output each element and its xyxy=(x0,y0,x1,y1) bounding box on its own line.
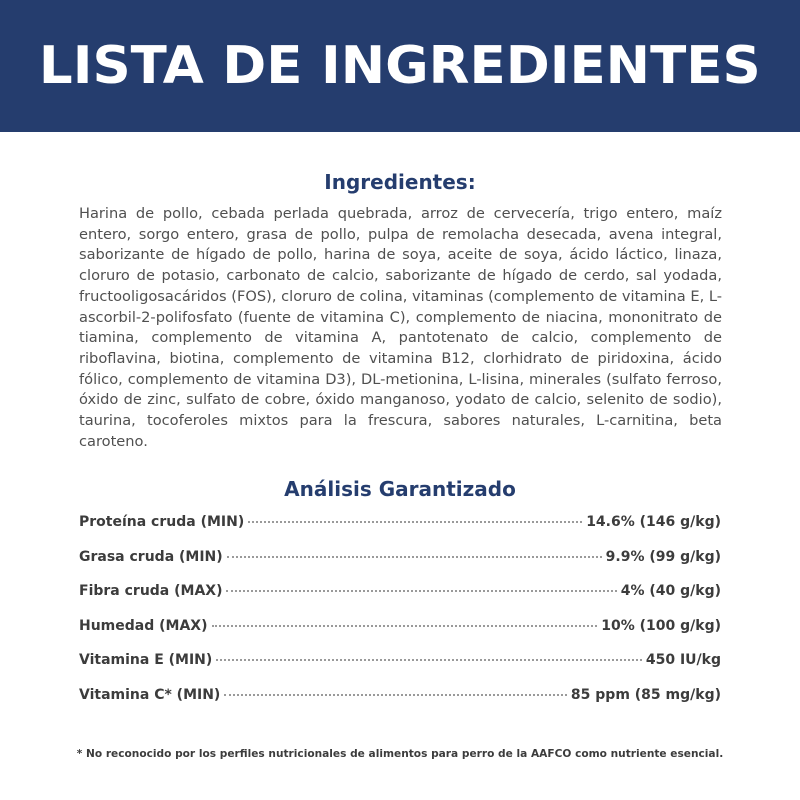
analysis-row-fiber xyxy=(79,583,721,618)
analysis-label: Proteína cruda (MIN) xyxy=(79,514,245,530)
analysis-label: Vitamina C* (MIN) xyxy=(79,686,221,703)
guaranteed-analysis-list xyxy=(79,514,721,721)
analysis-row-protein xyxy=(79,514,721,549)
analysis-row-vitamin-c xyxy=(79,687,721,722)
analysis-row-moisture xyxy=(79,618,721,653)
page-title: LISTA DE INGREDIENTES xyxy=(39,36,761,96)
dotted-leader xyxy=(227,556,602,558)
analysis-value: 10% (100 g/kg) xyxy=(601,617,721,634)
dotted-leader xyxy=(224,694,567,696)
analysis-value: 9.9% (99 g/kg) xyxy=(605,548,721,565)
header-banner xyxy=(0,0,800,132)
analysis-value: 450 IU/kg xyxy=(645,652,721,668)
dotted-leader xyxy=(248,521,582,523)
analysis-row-fat xyxy=(79,549,721,584)
footnote: * No reconocido por los perfiles nutricionales de alimentos para perro de la AAFCO como nutriente esencial. xyxy=(76,748,724,760)
ingredients-list-text: Harina de pollo, cebada perlada quebrada, arroz de cervecería, trigo entero, maíz entero, sorgo entero, grasa de pollo, pulpa de remolacha desecada, avena integral, saborizante de hígado de pollo, harina de soya, aceite de soya, ácido láctico, linaza, cloruro de potasio, carbonato de calcio, saborizante de hígado de cerdo, sal yodada, fructooligosacáridos (FOS), cloruro de colina, vitaminas (complemento de vitamina E, L-ascorbil-2-polifosfato (fuente de vitamina C), complemento de niacina, mononitrato de tiamina, complemento de vitamina A, pantotenato de calcio, complemento de riboflavina, biotina, complemento de vitamina B12, clorhidrato de piridoxina, ácido fólico, complemento de vitamina D3), DL-metionina, L-lisina, minerales (sulfato ferroso, óxido de zinc, sulfato de cobre, óxido manganoso, yodato de calcio, selenito de sodio), taurina, tocoferoles mixtos para la frescura, sabores naturales, L-carnitina, beta caroteno. xyxy=(79,205,722,450)
analysis-value: 14.6% (146 g/kg) xyxy=(586,514,721,530)
analysis-value: 4% (40 g/kg) xyxy=(620,583,721,599)
dotted-leader xyxy=(212,625,598,627)
analysis-label: Grasa cruda (MIN) xyxy=(79,548,223,565)
guaranteed-analysis-heading: Análisis Garantizado xyxy=(284,477,516,501)
analysis-label: Fibra cruda (MAX) xyxy=(79,583,223,599)
analysis-label: Vitamina E (MIN) xyxy=(79,652,213,668)
analysis-value: 85 ppm (85 mg/kg) xyxy=(570,686,721,703)
analysis-label: Humedad (MAX) xyxy=(79,617,208,634)
dotted-leader xyxy=(216,659,642,661)
ingredients-heading: Ingredientes: xyxy=(324,170,476,194)
dotted-leader xyxy=(226,590,616,592)
analysis-row-vitamin-e xyxy=(79,652,721,687)
